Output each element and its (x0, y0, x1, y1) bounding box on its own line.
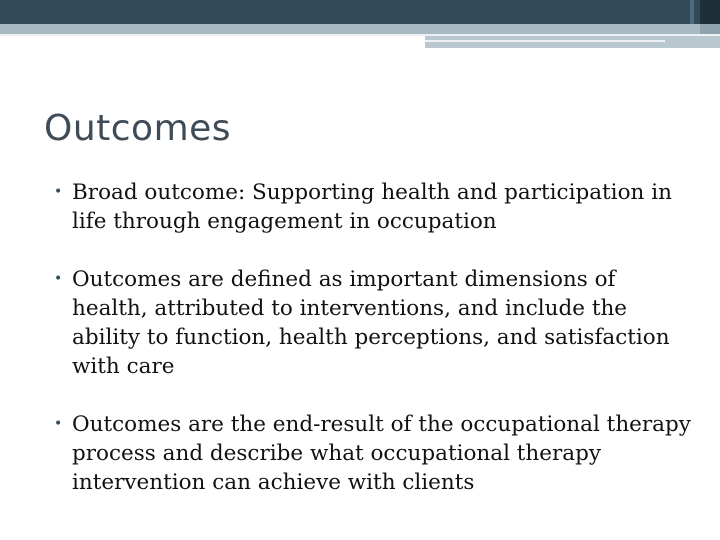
bullet-list (54, 178, 694, 526)
slide-title: Outcomes (44, 108, 232, 149)
bullet-item (54, 265, 694, 381)
bullet-text: Outcomes are defined as important dimensions of health, attributed to interventions, and include the ability to function, health perceptions, and satisfaction with care (72, 267, 670, 379)
header-bar-light-block (425, 36, 720, 48)
header-bar-dark (0, 0, 720, 24)
header-bar-dark-right (700, 0, 720, 24)
bullet-icon: • (54, 416, 63, 432)
header-divider-line-right (425, 40, 665, 42)
bullet-item (54, 410, 694, 497)
bullet-text: Broad outcome: Supporting health and participation in life through engagement in occupation (72, 180, 672, 234)
bullet-text: Outcomes are the end-result of the occupational therapy process and describe what occupational therapy intervention can achieve with clients (72, 412, 691, 495)
header-bar-accent (690, 0, 694, 24)
bullet-icon: • (54, 184, 63, 200)
bullet-icon: • (54, 271, 63, 287)
bullet-item (54, 178, 694, 236)
